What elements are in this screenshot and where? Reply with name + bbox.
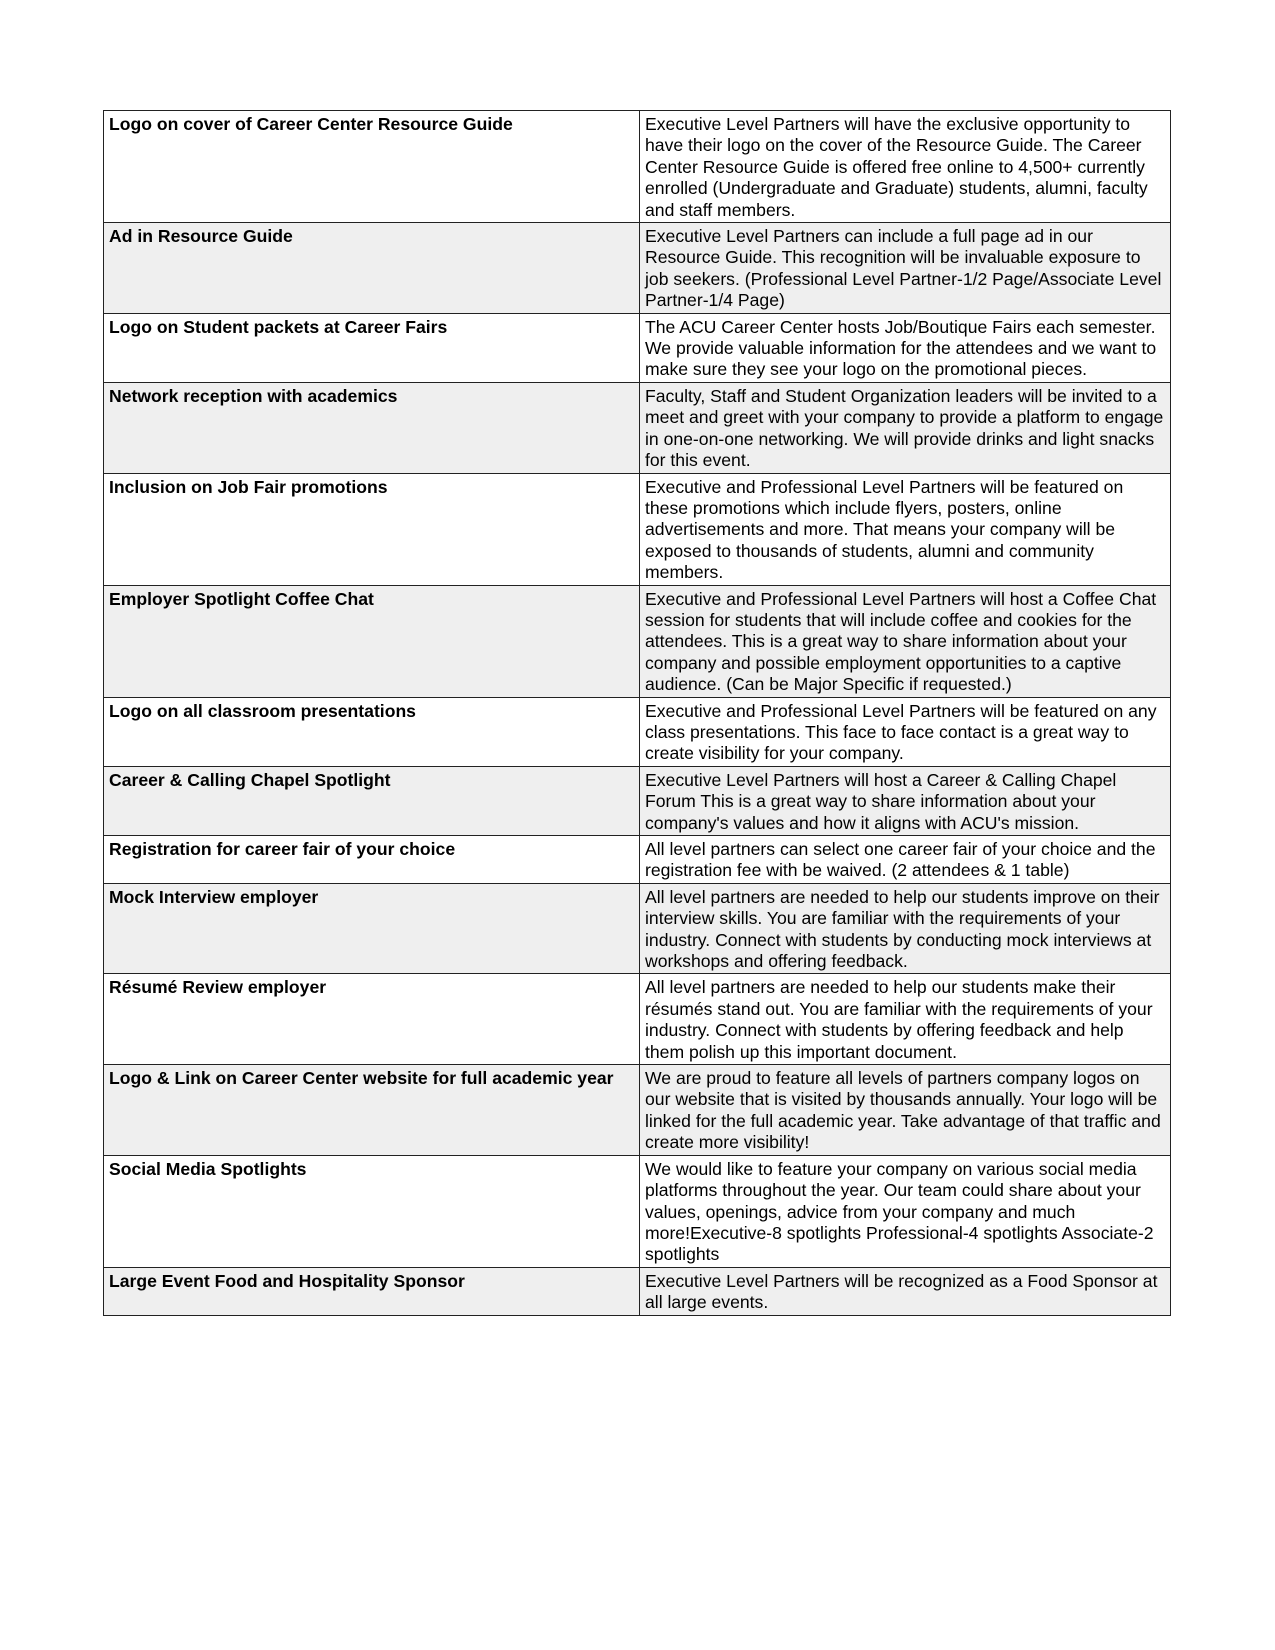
benefit-name-cell: Logo on Student packets at Career Fairs (104, 313, 640, 382)
partner-benefits-table (103, 110, 1171, 1316)
table-row (104, 313, 1171, 382)
benefit-description-cell: We are proud to feature all levels of partners company logos on our website that is visited by thousands annually. Your logo will be linked for the full academic year. Take advantage of that traffic and create more visibility! (640, 1065, 1171, 1156)
benefit-description-cell: Faculty, Staff and Student Organization leaders will be invited to a meet and greet with your company to provide a platform to engage in one-on-one networking. We will provide drinks and light snacks for this event. (640, 382, 1171, 473)
benefit-name-cell: Inclusion on Job Fair promotions (104, 473, 640, 585)
benefit-name-cell: Network reception with academics (104, 382, 640, 473)
benefits-table-body (104, 111, 1171, 1316)
benefit-description-cell: All level partners can select one career fair of your choice and the registration fee with be waived. (2 attendees & 1 table) (640, 836, 1171, 884)
benefit-name-cell: Employer Spotlight Coffee Chat (104, 585, 640, 697)
benefit-description-cell: All level partners are needed to help our students improve on their interview skills. You are familiar with the requirements of your industry. Connect with students by conducting mock interviews at workshops and offering feedback. (640, 883, 1171, 974)
benefit-name-cell: Mock Interview employer (104, 883, 640, 974)
benefit-name-cell: Résumé Review employer (104, 974, 640, 1065)
benefit-description-cell: All level partners are needed to help our students make their résumés stand out. You are familiar with the requirements of your industry. Connect with students by offering feedback and help them polish up this important document. (640, 974, 1171, 1065)
table-row (104, 1065, 1171, 1156)
benefit-description-cell: Executive and Professional Level Partners will be featured on any class presentations. This face to face contact is a great way to create visibility for your company. (640, 697, 1171, 766)
table-row (104, 1267, 1171, 1315)
table-row (104, 473, 1171, 585)
benefit-description-cell: We would like to feature your company on various social media platforms throughout the year. Our team could share about your values, openings, advice from your company and much more!Executive-8 spotlights Professional-4 spotlights Associate-2 spotlights (640, 1155, 1171, 1267)
table-row (104, 974, 1171, 1065)
benefit-description-cell: Executive and Professional Level Partners will host a Coffee Chat session for students that will include coffee and cookies for the attendees. This is a great way to share information about your company and possible employment opportunities to a captive audience. (Can be Major Specific if requested.) (640, 585, 1171, 697)
document-page (103, 110, 1169, 1316)
benefit-description-cell: Executive Level Partners can include a full page ad in our Resource Guide. This recognition will be invaluable exposure to job seekers. (Professional Level Partner-1/2 Page/Associate Level Partner-1/4 Page) (640, 223, 1171, 314)
benefit-description-cell: Executive and Professional Level Partners will be featured on these promotions which include flyers, posters, online advertisements and more. That means your company will be exposed to thousands of students, alumni and community members. (640, 473, 1171, 585)
table-row (104, 111, 1171, 223)
benefit-description-cell: The ACU Career Center hosts Job/Boutique Fairs each semester. We provide valuable information for the attendees and we want to make sure they see your logo on the promotional pieces. (640, 313, 1171, 382)
table-row (104, 836, 1171, 884)
table-row (104, 1155, 1171, 1267)
benefit-name-cell: Social Media Spotlights (104, 1155, 640, 1267)
table-row (104, 223, 1171, 314)
benefit-name-cell: Logo & Link on Career Center website for full academic year (104, 1065, 640, 1156)
table-row (104, 585, 1171, 697)
table-row (104, 697, 1171, 766)
benefit-description-cell: Executive Level Partners will be recognized as a Food Sponsor at all large events. (640, 1267, 1171, 1315)
benefit-description-cell: Executive Level Partners will have the exclusive opportunity to have their logo on the cover of the Resource Guide. The Career Center Resource Guide is offered free online to 4,500+ currently enrolled (Undergraduate and Graduate) students, alumni, faculty and staff members. (640, 111, 1171, 223)
benefit-name-cell: Registration for career fair of your choice (104, 836, 640, 884)
benefit-name-cell: Career & Calling Chapel Spotlight (104, 766, 640, 835)
benefit-name-cell: Large Event Food and Hospitality Sponsor (104, 1267, 640, 1315)
benefit-description-cell: Executive Level Partners will host a Career & Calling Chapel Forum This is a great way to share information about your company's values and how it aligns with ACU's mission. (640, 766, 1171, 835)
benefit-name-cell: Logo on all classroom presentations (104, 697, 640, 766)
table-row (104, 382, 1171, 473)
table-row (104, 883, 1171, 974)
benefit-name-cell: Logo on cover of Career Center Resource Guide (104, 111, 640, 223)
table-row (104, 766, 1171, 835)
benefit-name-cell: Ad in Resource Guide (104, 223, 640, 314)
